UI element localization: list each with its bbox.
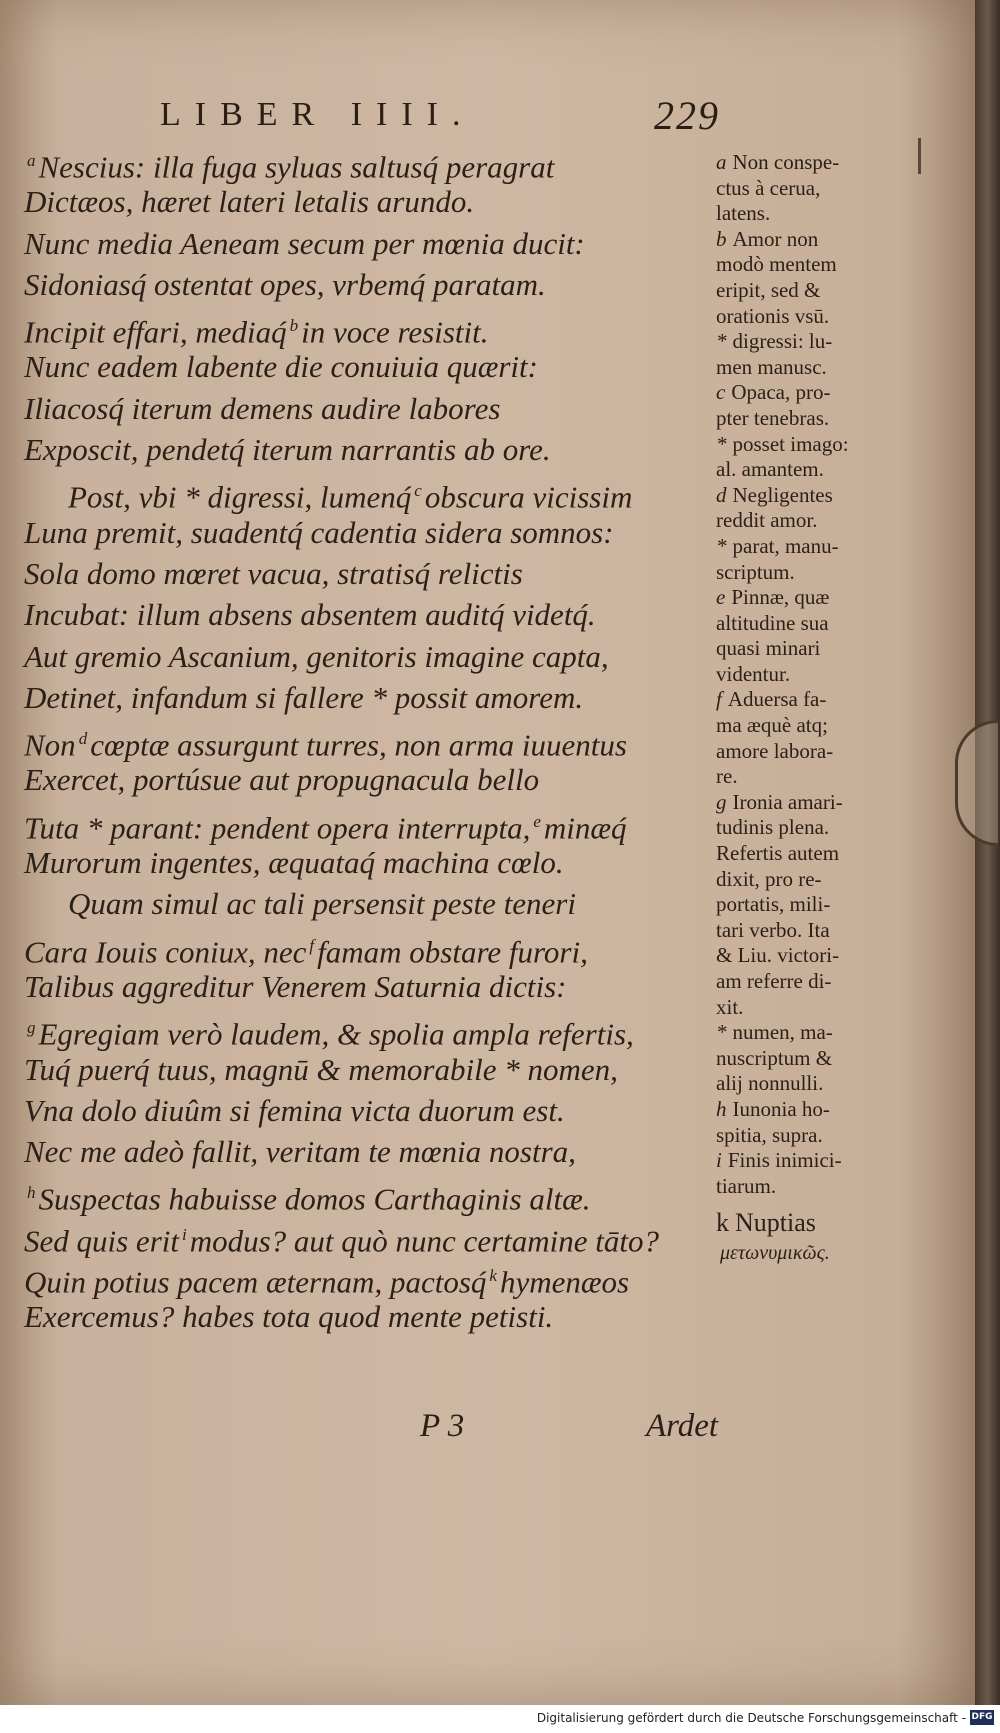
note-text: pter tenebras. <box>716 405 830 430</box>
signature-mark: P 3 <box>420 1408 465 1444</box>
margin-note-line <box>716 278 906 304</box>
margin-note-line <box>716 1174 906 1200</box>
note-text: orationis vsū. <box>716 303 830 328</box>
note-text: latens. <box>716 201 771 226</box>
verse-text: Iliacosq́ iterum demens audire labores <box>24 390 501 426</box>
note-text: tiarum. <box>716 1173 777 1198</box>
page-edge <box>975 0 1000 1705</box>
verse-text: Aut gremio Ascanium, genitoris imagine capta, <box>24 638 609 674</box>
verse-text-cont: cœptæ assurgunt turres, non arma iuuentus <box>90 727 627 763</box>
margin-note-line <box>716 201 906 227</box>
note-marker: i <box>182 1224 187 1244</box>
margin-note-line <box>716 995 906 1021</box>
margin-note-line <box>716 687 906 713</box>
note-text: Iunonia ho- <box>732 1096 830 1121</box>
verse-line <box>24 305 724 350</box>
verse-text-cont: in voce resistit. <box>301 314 489 350</box>
verse-text: Exposcit, pendetq́ iterum narrantis ab ore. <box>24 432 551 468</box>
note-text: amore labora- <box>716 738 834 763</box>
note-text: videntur. <box>716 661 791 686</box>
verse-line <box>24 553 724 594</box>
verse-text: Post, vbi * digressi, lumenq́ <box>68 479 412 515</box>
note-text: nuscriptum & <box>716 1045 833 1070</box>
margin-note-line <box>716 713 906 739</box>
note-letter: * <box>716 533 727 558</box>
verse-text-cont: famam obstare furori, <box>317 933 588 969</box>
verse-line <box>24 1007 724 1052</box>
margin-mark <box>918 138 921 174</box>
note-text: men manusc. <box>716 354 827 379</box>
verse-line <box>24 512 724 553</box>
margin-note-line <box>716 764 906 790</box>
margin-note-line <box>716 969 906 995</box>
verse-text: Dictæos, hæret lateri letalis arundo. <box>24 184 475 220</box>
note-letter: i <box>716 1148 722 1173</box>
margin-note-k <box>716 1205 906 1241</box>
margin-note-line <box>716 636 906 662</box>
margin-note-line <box>716 380 906 406</box>
verse-text: Luna premit, suadentq́ cadentia sidera somnos: <box>24 514 614 550</box>
verse-text-cont: minæq́ <box>543 810 627 846</box>
note-text: Refertis autem <box>716 841 840 866</box>
margin-note-line <box>716 432 906 458</box>
verse-text: Tuq́ puerq́ tuus, magnū & memorabile * nomen, <box>24 1051 618 1087</box>
note-text: re. <box>716 764 738 789</box>
verse-line <box>24 925 724 969</box>
note-text: Nuptias <box>735 1208 816 1238</box>
note-text: Pinnæ, quæ <box>731 585 830 610</box>
margin-note-line <box>716 585 906 611</box>
verse-line <box>24 181 724 222</box>
verse-text-cont: hymenæos <box>499 1264 630 1300</box>
verse-text: Sidoniasq́ ostentat opes, vrbemq́ paratam. <box>24 266 546 302</box>
note-letter: a <box>716 150 727 174</box>
note-text: posset imago: <box>732 431 849 456</box>
margin-note-line <box>716 483 906 509</box>
verse-line <box>24 842 724 883</box>
note-text: tudinis plena. <box>716 815 830 840</box>
verse-line <box>24 718 724 763</box>
note-text: & Liu. victori- <box>716 943 840 968</box>
verse-line <box>24 1214 724 1259</box>
margin-note-line <box>716 1097 906 1123</box>
verse-text-cont: modus? aut quò nunc certamine tāto? <box>189 1223 659 1259</box>
page-number: 229 <box>654 93 720 138</box>
note-text: Opaca, pro- <box>731 380 831 405</box>
verse-text: Nunc media Aeneam secum per mœnia ducit: <box>24 225 585 261</box>
note-marker: f <box>309 935 315 955</box>
verse-text: Sed quis erit <box>24 1223 179 1259</box>
verse-line <box>24 223 724 264</box>
note-text: numen, ma- <box>732 1020 833 1045</box>
verse-text: Nunc eadem labente die conuiuia quærit: <box>24 349 538 385</box>
note-marker: k <box>489 1266 497 1286</box>
verse-text: Quam simul ac tali persensit peste teneri <box>68 886 576 922</box>
note-letter: d <box>716 482 727 507</box>
note-text: am referre di- <box>716 969 832 993</box>
verse-text: Non <box>24 727 76 763</box>
verse-text: Vna dolo diuûm si femina victa duorum est. <box>24 1092 565 1128</box>
verse-text: Egregiam verò laudem, & spolia ampla refertis, <box>38 1016 634 1052</box>
verse-line <box>24 140 724 185</box>
note-text: Ironia amari- <box>732 789 843 814</box>
margin-note-line <box>716 662 906 688</box>
margin-note-line <box>716 1071 906 1097</box>
running-header <box>160 93 720 140</box>
note-marker: c <box>414 481 422 501</box>
margin-note-line <box>716 892 906 918</box>
margin-note-line <box>716 867 906 893</box>
margin-note-line <box>716 1148 906 1174</box>
note-text: Non conspe- <box>732 150 840 174</box>
verse-text: Murorum ingentes, æquataq́ machina cœlo. <box>24 845 564 881</box>
note-text: altitudine sua <box>716 610 829 635</box>
verse-text-cont: obscura vicissim <box>424 479 633 515</box>
verse-text: Cara Iouis coniux, nec <box>24 933 307 969</box>
verse-line <box>24 346 724 387</box>
margin-note-line <box>716 406 906 432</box>
verse-line <box>24 264 724 305</box>
note-text: alij nonnulli. <box>716 1071 824 1096</box>
note-marker: h <box>27 1183 36 1203</box>
margin-note-line <box>716 355 906 381</box>
margin-note-line <box>716 1123 906 1149</box>
margin-note-line <box>716 457 906 483</box>
margin-note-line <box>716 739 906 765</box>
verse-text: Incipit effari, mediaq́ <box>24 314 287 350</box>
note-text: eripit, sed & <box>716 277 821 302</box>
verse-line <box>24 759 724 800</box>
note-text: scriptum. <box>716 559 795 584</box>
note-letter: e <box>716 585 726 610</box>
verse-line <box>24 388 724 429</box>
note-text: xit. <box>716 994 744 1019</box>
note-letter: * <box>716 431 727 456</box>
verse-line <box>24 677 724 718</box>
note-text: tari verbo. Ita <box>716 917 830 942</box>
verse-line <box>24 470 724 515</box>
margin-note-line <box>716 560 906 586</box>
margin-note-line <box>716 176 906 202</box>
verse-line <box>24 636 724 677</box>
note-marker: a <box>27 151 36 170</box>
note-letter: k <box>716 1208 729 1238</box>
verse-line <box>24 1049 724 1090</box>
margin-note-line <box>716 150 906 176</box>
note-letter: * <box>716 329 727 354</box>
verse-text: Talibus aggreditur Venerem Saturnia dictis: <box>24 968 567 1004</box>
note-text: Negligentes <box>732 482 833 507</box>
verse-text: Tuta * parant: pendent opera interrupta, <box>24 810 531 846</box>
margin-note-line <box>716 252 906 278</box>
verse-text: Nec me adeò fallit, veritam te mœnia nostra, <box>24 1134 576 1170</box>
note-text: dixit, pro re- <box>716 866 822 891</box>
margin-note-line <box>716 815 906 841</box>
note-text: Finis inimici- <box>727 1148 842 1173</box>
verse-line <box>24 429 724 470</box>
note-text: quasi minari <box>716 636 821 661</box>
greek-note: μετωνυμικῶς. <box>720 1242 830 1265</box>
note-letter: * <box>716 1020 727 1045</box>
verse-text: Sola domo mœret vacua, stratisq́ relictis <box>24 555 523 591</box>
note-text: spitia, supra. <box>716 1122 823 1147</box>
verse-line <box>24 594 724 635</box>
verse-text: Nescius: illa fuga syluas saltusq́ peragrat <box>38 149 555 185</box>
note-text: portatis, mili- <box>716 892 831 917</box>
margin-note-line <box>716 943 906 969</box>
header-title: LIBER IIII. <box>160 96 475 133</box>
page-clip <box>955 720 998 846</box>
margin-notes <box>716 150 906 1267</box>
margin-note-line <box>716 304 906 330</box>
margin-note-line <box>716 611 906 637</box>
dfg-logo: DFG <box>970 1710 994 1725</box>
margin-note-line <box>716 790 906 816</box>
margin-note-line <box>716 918 906 944</box>
note-text: Amor non <box>732 226 819 251</box>
margin-note-line <box>716 329 906 355</box>
verse-line <box>24 1090 724 1131</box>
note-text: ma æquè atq; <box>716 713 828 738</box>
margin-note-line <box>716 534 906 560</box>
margin-note-line <box>716 508 906 534</box>
note-text: al. amantem. <box>716 457 824 482</box>
verse-text: Suspectas habuisse domos Carthaginis altæ. <box>38 1181 591 1217</box>
note-marker: d <box>78 729 88 749</box>
footer-credit: Digitalisierung gefördert durch die Deutsche Forschungsgemeinschaft - <box>536 1711 966 1725</box>
verse-line <box>24 801 724 846</box>
note-text: ctus à cerua, <box>716 175 821 200</box>
note-letter: g <box>716 789 727 814</box>
verse-text: Quin potius pacem æternam, pactosq́ <box>24 1264 487 1300</box>
verse-text: Exercemus? habes tota quod mente petisti. <box>24 1299 554 1335</box>
note-text: digressi: lu- <box>732 329 833 354</box>
margin-note-line <box>716 1020 906 1046</box>
verse-text: Exercet, portúsue aut propugnacula bello <box>24 762 540 798</box>
margin-note-line <box>716 841 906 867</box>
verse-block <box>24 140 724 1338</box>
note-text: reddit amor. <box>716 508 818 533</box>
verse-line <box>24 883 724 924</box>
verse-line <box>24 1255 724 1300</box>
note-text: parat, manu- <box>732 533 839 558</box>
verse-line <box>24 1131 724 1172</box>
note-text: Aduersa fa- <box>727 687 827 712</box>
verse-line <box>24 1172 724 1217</box>
note-letter: c <box>716 380 726 405</box>
catchword: Ardet <box>646 1408 719 1444</box>
verse-line <box>24 1296 724 1337</box>
verse-text: Incubat: illum absens absentem auditq́ videtq́. <box>24 597 596 633</box>
margin-note-line <box>716 1046 906 1072</box>
verse-line <box>24 966 724 1007</box>
note-marker: b <box>289 316 299 336</box>
note-marker: e <box>533 811 541 831</box>
note-marker: g <box>27 1018 36 1038</box>
margin-note-line <box>716 227 906 253</box>
note-text: modò mentem <box>716 252 837 277</box>
note-letter: h <box>716 1096 727 1121</box>
verse-text: Detinet, infandum si fallere * possit amorem. <box>24 679 584 715</box>
note-letter: b <box>716 226 727 251</box>
note-letter: f <box>716 687 722 712</box>
